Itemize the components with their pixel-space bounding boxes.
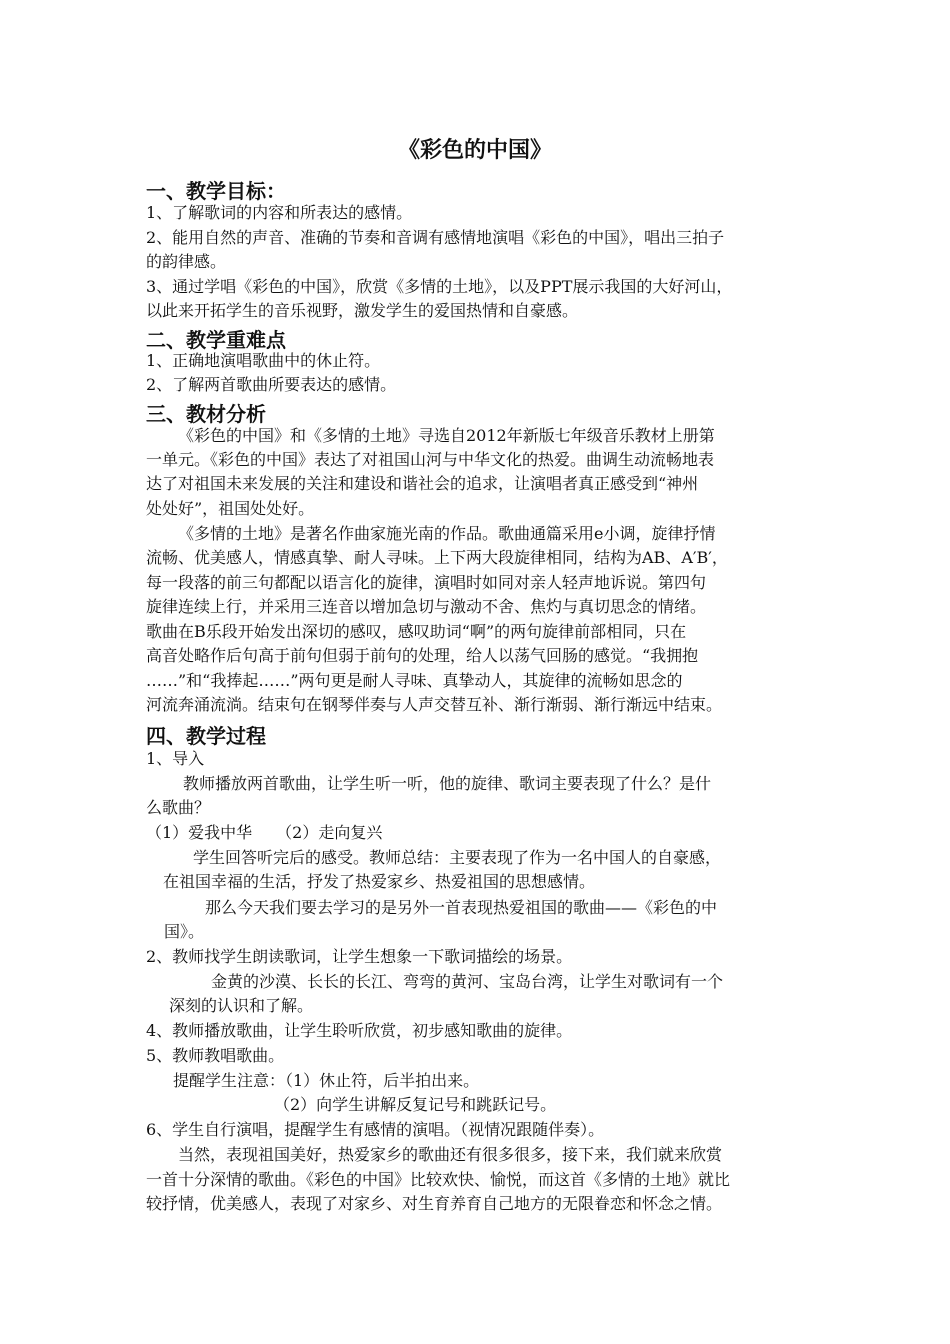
- paragraph-line: 么歌曲？: [146, 798, 211, 817]
- paragraph-line: 河流奔涌流淌。结束句在钢琴伴奏与人声交替互补、渐行渐弱、渐行渐远中结束。: [146, 695, 723, 714]
- paragraph-line: 那么今天我们要去学习的是另外一首表现热爱祖国的歌曲——《彩色的中: [205, 898, 718, 917]
- paragraph-line: 处处好”，祖国处处好。: [146, 499, 315, 518]
- paragraph-line: 5、教师教唱歌曲。: [146, 1046, 285, 1065]
- section-heading-key-points: 二、教学重难点: [146, 328, 286, 352]
- paragraph-line: 当然，表现祖国美好，热爱家乡的歌曲还有很多很多，接下来，我们就来欣赏: [178, 1145, 723, 1164]
- paragraph-line: （1）爱我中华 （2）走向复兴: [146, 823, 383, 842]
- paragraph-line: ……”和“我捧起……”两句更是耐人寻味、真挚动人，其旋律的流畅如思念的: [146, 671, 683, 690]
- paragraph-line: 4、教师播放歌曲，让学生聆听欣赏，初步感知歌曲的旋律。: [146, 1021, 573, 1040]
- paragraph-line: 达了对祖国未来发展的关注和建设和谐社会的追求，让演唱者真正感受到“神州: [146, 474, 699, 493]
- paragraph-line: 1、正确地演唱歌曲中的休止符。: [146, 351, 381, 370]
- paragraph-line: 《彩色的中国》和《多情的土地》寻选自2012年新版七年级音乐教材上册第: [178, 426, 715, 445]
- paragraph-line: 每一段落的前三句都配以语言化的旋律，演唱时如同对亲人轻声地诉说。第四句: [146, 573, 707, 592]
- document-title: 《彩色的中国》: [397, 138, 552, 163]
- paragraph-line: 旋律连续上行，并采用三连音以增加急切与激动不舍、焦灼与真切思念的情绪。: [146, 597, 707, 616]
- paragraph-line: 在祖国幸福的生活，抒发了热爱家乡、热爱祖国的思想感情。: [163, 872, 596, 891]
- paragraph-line: 金黄的沙漠、长长的长江、弯弯的黄河、宝岛台湾，让学生对歌词有一个: [211, 972, 724, 991]
- paragraph-line: 一单元。《彩色的中国》表达了对祖国山河与中华文化的热爱。曲调生动流畅地表: [146, 450, 715, 469]
- paragraph-line: 1、了解歌词的内容和所表达的感情。: [146, 203, 413, 222]
- paragraph-line: 一首十分深情的歌曲。《彩色的中国》比较欢快、愉悦，而这首《多情的土地》就比: [146, 1170, 731, 1189]
- paragraph-line: 提醒学生注意：（1）休止符，后半拍出来。: [173, 1071, 480, 1090]
- paragraph-line: 教师播放两首歌曲，让学生听一听，他的旋律、歌词主要表现了什么？是什: [183, 774, 712, 793]
- paragraph-line: 深刻的认识和了解。: [169, 996, 314, 1015]
- paragraph-line: 《多情的土地》是著名作曲家施光南的作品。歌曲通篇采用e小调，旋律抒情: [178, 524, 716, 543]
- section-heading-process: 四、教学过程: [146, 724, 266, 748]
- paragraph-line: 2、了解两首歌曲所要表达的感情。: [146, 375, 397, 394]
- section-heading-objectives: 一、教学目标：: [146, 179, 286, 203]
- section-heading-analysis: 三、教材分析: [146, 402, 266, 426]
- paragraph-line: 1、导入: [146, 749, 205, 768]
- paragraph-line: （2）向学生讲解反复记号和跳跃记号。: [274, 1095, 557, 1114]
- paragraph-line: 学生回答听完后的感受。教师总结：主要表现了作为一名中国人的自豪感，: [193, 848, 722, 867]
- paragraph-line: 的韵律感。: [146, 252, 227, 271]
- paragraph-line: 较抒情，优美感人，表现了对家乡、对生育养育自己地方的无限眷恋和怀念之情。: [146, 1194, 723, 1213]
- paragraph-line: 3、通过学唱《彩色的中国》，欣赏《多情的土地》，以及PPT展示我国的大好河山，: [146, 277, 733, 296]
- paragraph-line: 2、能用自然的声音、准确的节奏和音调有感情地演唱《彩色的中国》，唱出三拍子: [146, 228, 725, 247]
- paragraph-line: 国》。: [164, 922, 205, 941]
- paragraph-line: 高音处略作后句高于前句但弱于前句的处理，给人以荡气回肠的感觉。“我拥抱: [146, 646, 699, 665]
- paragraph-line: 歌曲在B乐段开始发出深切的感叹，感叹助词“啊”的两句旋律前部相同，只在: [146, 622, 687, 641]
- paragraph-line: 流畅、优美感人，情感真挚、耐人寻味。上下两大段旋律相同，结构为AB、A′B′，: [146, 548, 728, 567]
- paragraph-line: 6、学生自行演唱，提醒学生有感情的演唱。（视情况跟随伴奏）。: [146, 1120, 605, 1139]
- paragraph-line: 以此来开拓学生的音乐视野，激发学生的爱国热情和自豪感。: [146, 301, 579, 320]
- paragraph-line: 2、教师找学生朗读歌词，让学生想象一下歌词描绘的场景。: [146, 947, 573, 966]
